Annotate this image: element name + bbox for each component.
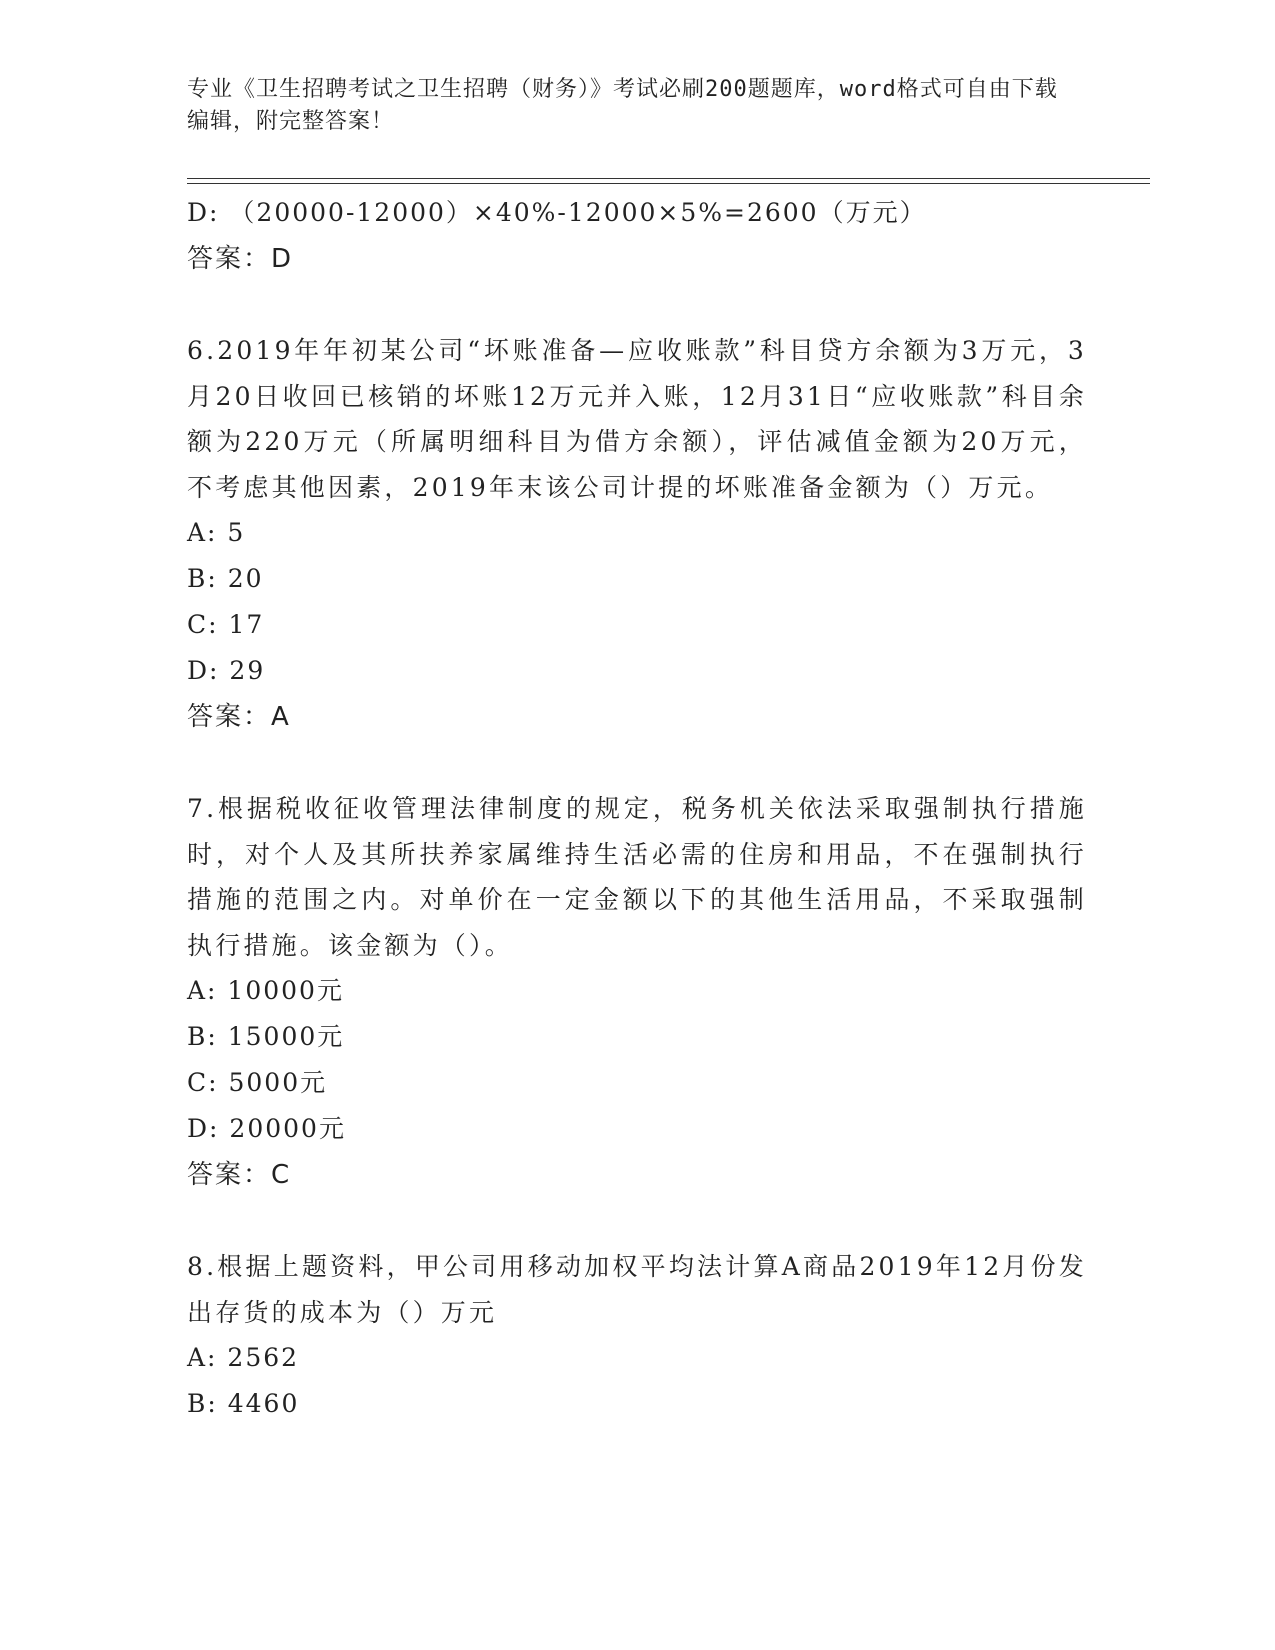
answer-line: 答案：D xyxy=(187,244,294,274)
option-b: B: 15000元 xyxy=(187,1022,345,1051)
question-stem: 7.根据税收征收管理法律制度的规定，税务机关依法采取强制执行措施时，对个人及其所扶养家属维持生活必需的住房和用品，不在强制执行措施的范围之内。对单价在一定金额以下的其他生活用品，不采取强制执行措施。该金额为（）。 xyxy=(187,794,1087,960)
question-6 xyxy=(187,328,1087,740)
header-divider-top xyxy=(187,178,1150,179)
option-a: A: 2562 xyxy=(187,1343,300,1372)
option-a: A: 10000元 xyxy=(187,976,344,1005)
document-header xyxy=(187,74,1067,138)
option-d: D: 29 xyxy=(187,656,266,685)
question-stem: 8.根据上题资料，甲公司用移动加权平均法计算A商品2019年12月份发出存货的成本为（）万元 xyxy=(187,1252,1087,1327)
previous-question-tail xyxy=(187,190,1087,282)
answer-line: 答案：A xyxy=(187,702,291,732)
option-a: A: 5 xyxy=(187,518,246,547)
option-d: D: （20000-12000）×40%-12000×5%=2600（万元） xyxy=(187,198,927,227)
option-b: B: 20 xyxy=(187,564,264,593)
option-d: D: 20000元 xyxy=(187,1114,346,1143)
option-c: C: 5000元 xyxy=(187,1068,328,1097)
option-c: C: 17 xyxy=(187,610,265,639)
question-7 xyxy=(187,786,1087,1198)
header-title: 专业《卫生招聘考试之卫生招聘（财务）》考试必刷200题题库，word格式可自由下载编辑，附完整答案！ xyxy=(187,77,1058,134)
header-divider-bottom xyxy=(187,183,1150,184)
question-8 xyxy=(187,1244,1087,1427)
question-stem: 6.2019年年初某公司“坏账准备—应收账款”科目贷方余额为3万元，3月20日收回已核销的坏账12万元并入账，12月31日“应收账款”科目余额为220万元（所属明细科目为借方余额），评估减值金额为20万元，不考虑其他因素，2019年末该公司计提的坏账准备金额为（）万元。 xyxy=(187,336,1087,502)
document-body xyxy=(187,190,1087,1427)
option-b: B: 4460 xyxy=(187,1389,300,1418)
answer-line: 答案：C xyxy=(187,1160,292,1190)
